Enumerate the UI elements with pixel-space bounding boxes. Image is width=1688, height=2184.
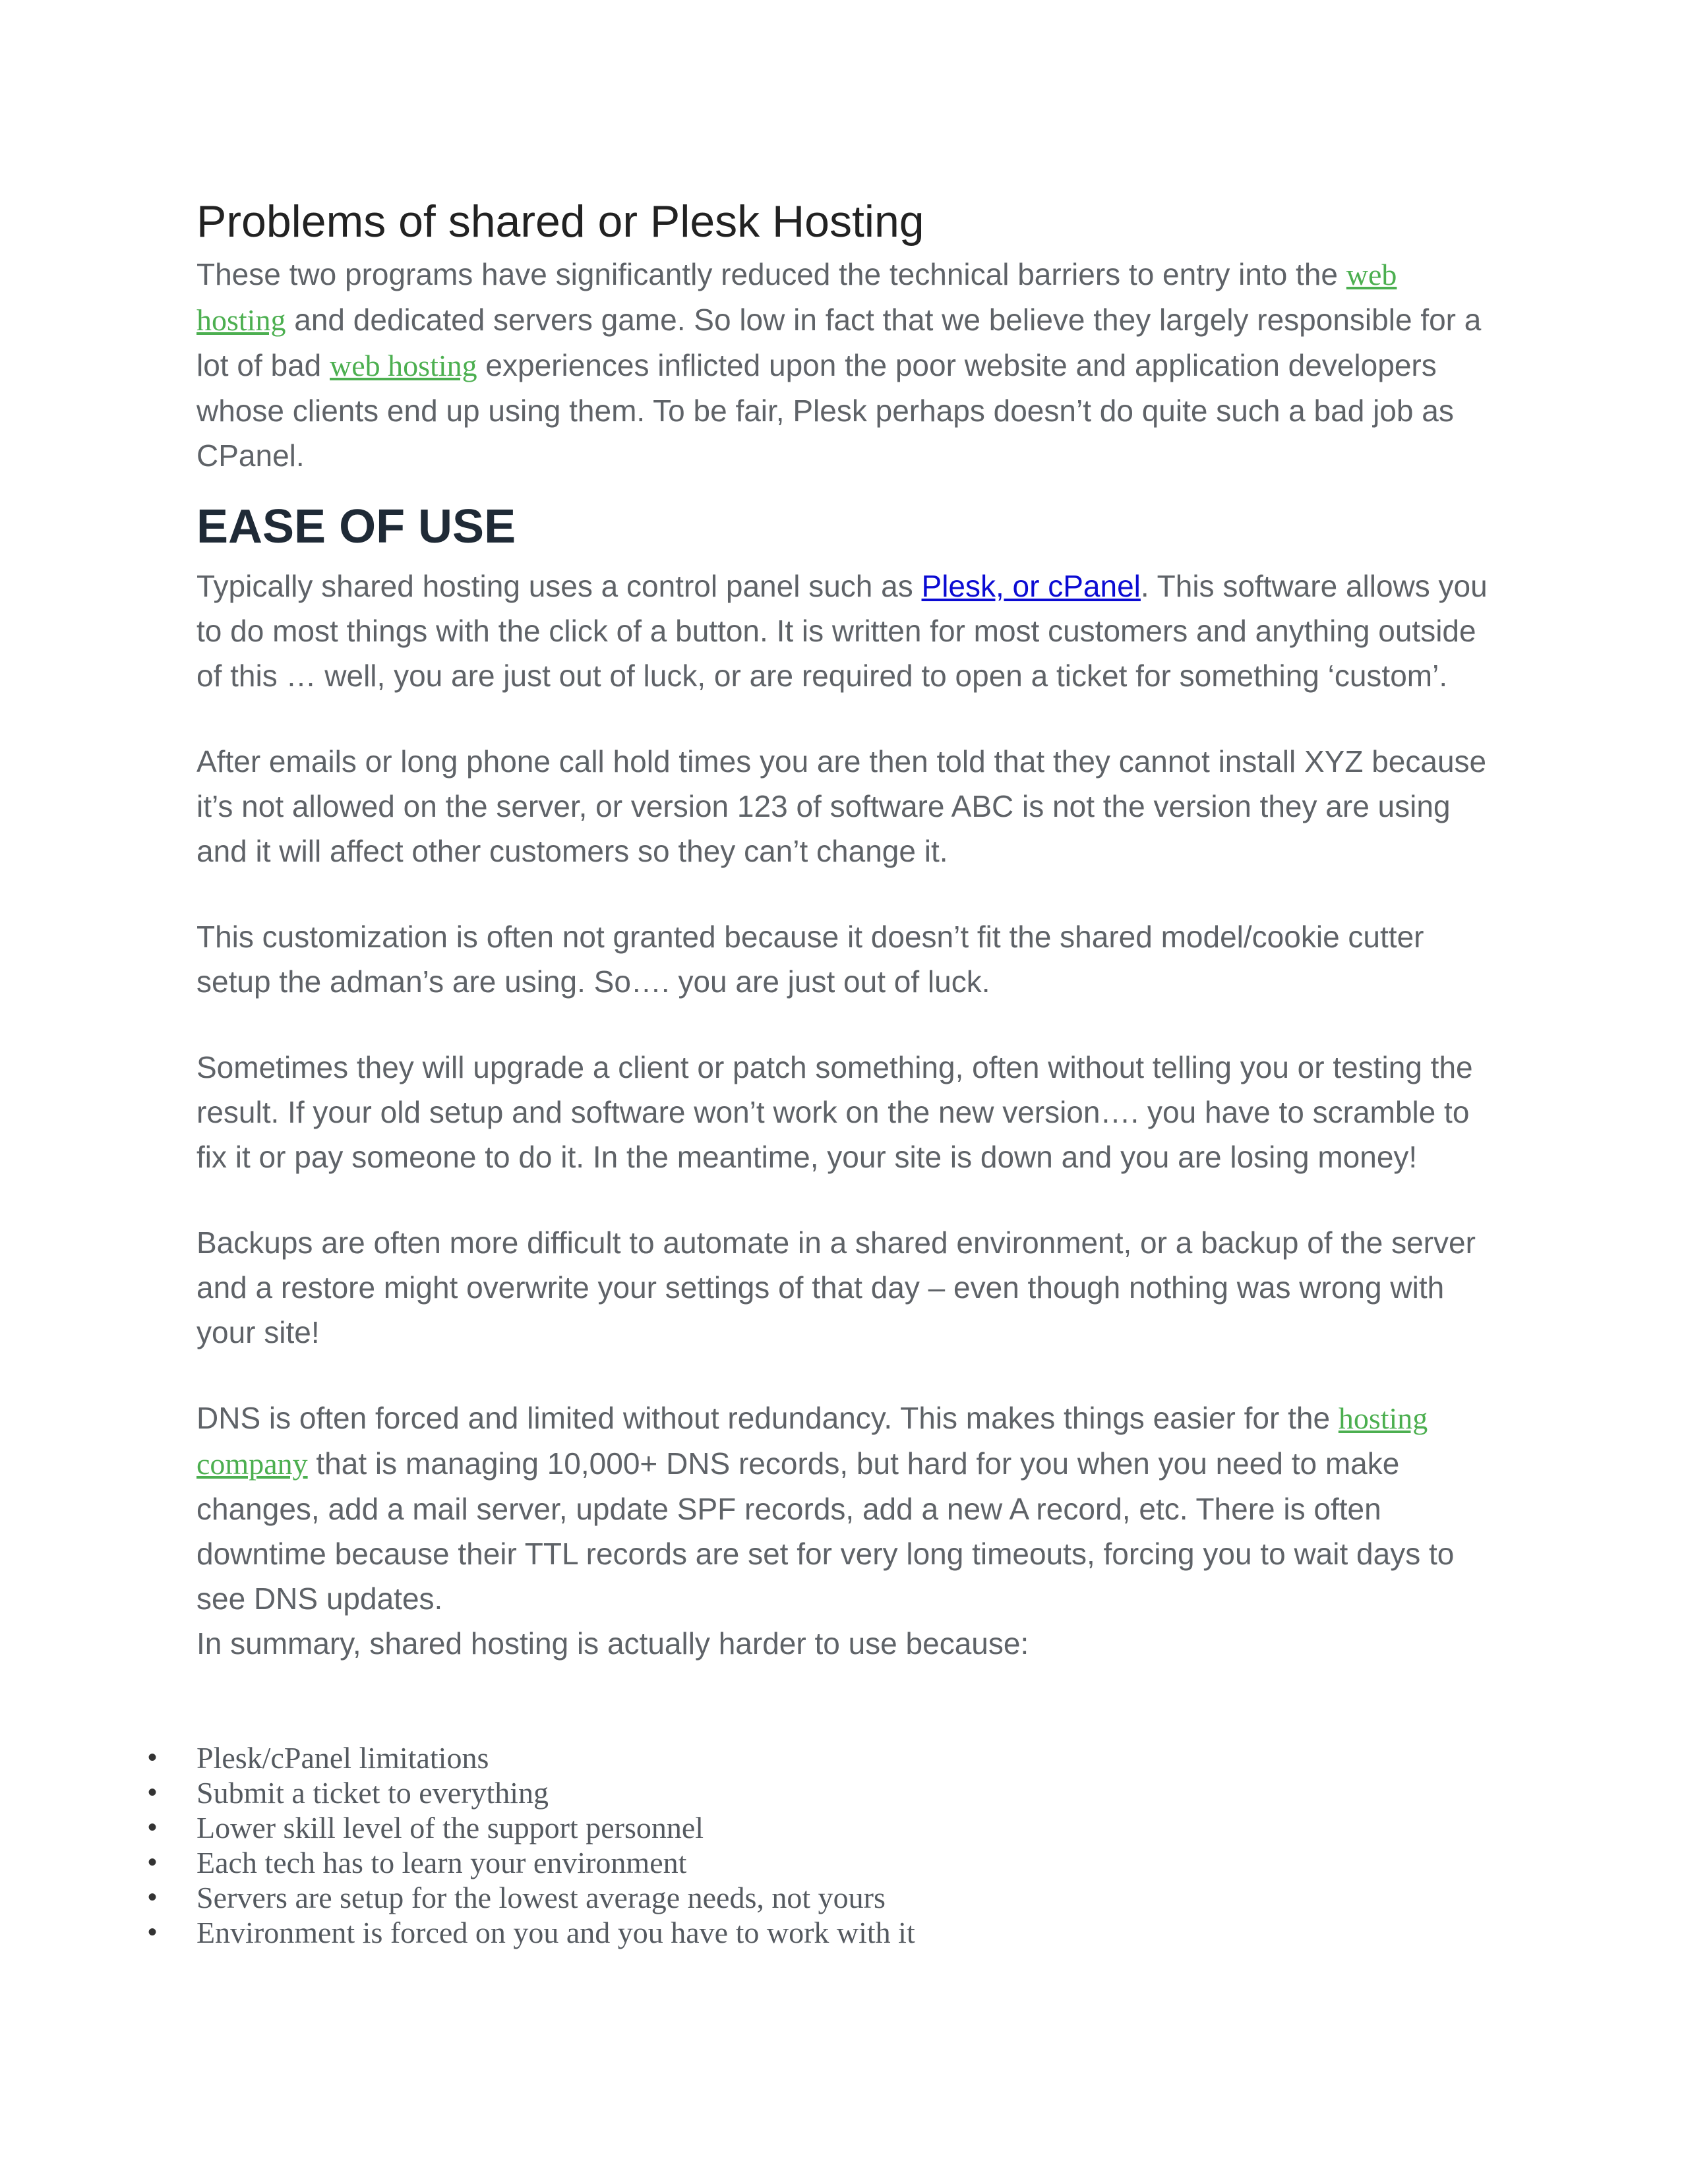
paragraph-1-text-a: Typically shared hosting uses a control panel such as — [196, 569, 922, 603]
web-hosting-link-1[interactable]: web hosting — [196, 258, 1397, 337]
paragraph-hold-times: After emails or long phone call hold times you are then told that they cannot install XYZ because it’s not allowed on the server, or version 123 of software ABC is not the version they are using and it will affect other customers so they can’t change it. — [196, 744, 1487, 868]
list-item — [0, 1880, 1688, 1915]
paragraph-backups: Backups are often more difficult to automate in a shared environment, or a backup of the server and a restore might overwrite your settings of that day – even though nothing was wrong with your site! — [196, 1225, 1476, 1349]
paragraph-1-text-b: . This software allows you to do most things with the click of a button. It is written for most customers and anything outside of this … well, you are just out of luck, or are required to open a ticket for something ‘custom’. — [196, 569, 1488, 693]
paragraph-customization: This customization is often not granted because it doesn’t fit the shared model/cookie cutter setup the adman’s are using. So…. you are just out of luck. — [196, 920, 1424, 999]
web-hosting-link-2[interactable]: web hosting — [330, 349, 477, 382]
bullet-icon: • — [148, 1778, 158, 1807]
list-item-text: Servers are setup for the lowest average needs, not yours — [196, 1881, 886, 1914]
plesk-cpanel-link[interactable]: Plesk, or cPanel — [921, 569, 1141, 603]
list-item — [0, 1915, 1688, 1950]
paragraph-6-text-b: that is managing 10,000+ DNS records, but hard for you when you need to make changes, add a mail server, update SPF records, add a new A record, etc. There is often downtime because their TTL records are set for very long timeouts, forcing you to wait days to see DNS updates. — [196, 1446, 1455, 1616]
list-item — [0, 1810, 1688, 1845]
bullet-icon: • — [148, 1813, 158, 1842]
paragraph-6-text-a: DNS is often forced and limited without redundancy. This makes things easier for the — [196, 1401, 1339, 1435]
list-item — [0, 1740, 1688, 1775]
bullet-icon: • — [148, 1743, 158, 1772]
bullet-icon: • — [148, 1918, 158, 1947]
intro-text-1: These two programs have significantly reduced the technical barriers to entry into the — [196, 257, 1346, 291]
document-body — [196, 191, 1489, 1666]
page-title: Problems of shared or Plesk Hosting — [196, 196, 924, 247]
list-item-text: Environment is forced on you and you have to work with it — [196, 1916, 915, 1949]
list-item-text: Plesk/cPanel limitations — [196, 1741, 489, 1775]
list-item-text: Each tech has to learn your environment — [196, 1846, 687, 1879]
section-heading-ease-of-use: EASE OF USE — [196, 500, 516, 553]
intro-text-2: and dedicated servers game. So low in fact that we believe they largely responsible for a lot of bad — [196, 303, 1482, 382]
bullet-icon: • — [148, 1883, 158, 1912]
hosting-company-link[interactable]: hosting company — [196, 1402, 1428, 1481]
list-item-text: Submit a ticket to everything — [196, 1776, 549, 1810]
intro-text-3: experiences inflicted upon the poor website and application developers whose clients end up using them. To be fair, Plesk perhaps doesn’t do quite such a bad job as CPanel. — [196, 348, 1454, 473]
intro-paragraph — [196, 252, 1489, 478]
paragraph-control-panel — [196, 564, 1489, 698]
list-item — [0, 1775, 1688, 1810]
list-item — [0, 1845, 1688, 1880]
bullet-icon: • — [148, 1848, 158, 1877]
summary-line: In summary, shared hosting is actually harder to use because: — [196, 1626, 1029, 1661]
summary-bullet-list — [0, 1740, 1688, 1950]
list-item-text: Lower skill level of the support personnel — [196, 1811, 704, 1845]
paragraph-upgrades: Sometimes they will upgrade a client or patch something, often without telling you or testing the result. If your old setup and software won’t work on the new version…. you have to scramble to fix it or pay someone to do it. In the meantime, your site is down and you are losing money! — [196, 1050, 1473, 1174]
paragraph-dns — [196, 1396, 1489, 1621]
